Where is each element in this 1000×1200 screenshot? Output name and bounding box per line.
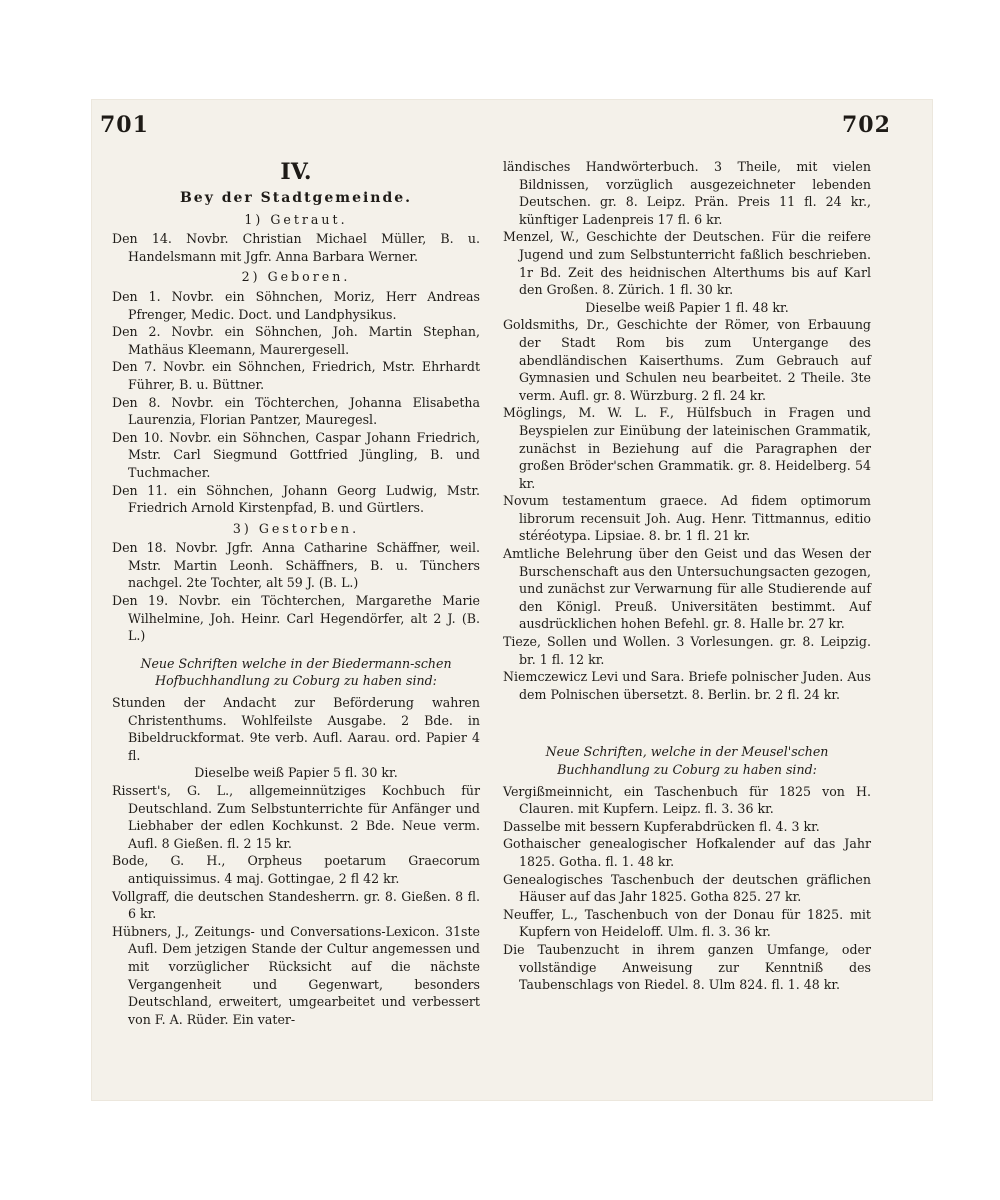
book-entry: Dasselbe mit bessern Kupferabdrücken fl. 4. 3 kr. [503, 818, 820, 834]
book-entry: Stunden der Andacht zur Beförderung wahren Christenthums. Wohlfeilste Ausgabe. 2 Bde. in Bibeldruckformat. 9te verb. Aufl. Aarau. ord. Papier 4 fl. [112, 695, 480, 763]
page-number-left: 701 [100, 112, 149, 138]
register-entry: Den 19. Novbr. ein Töchterchen, Margarethe Marie Wilhelmine, Joh. Heinr. Carl Hegendörfer, alt 2 J. (B. L.) [112, 593, 480, 644]
section-heading: IV. [280, 159, 312, 185]
register-entry: Den 14. Novbr. Christian Michael Müller, B. u. Handelsmann mit Jgfr. Anna Barbara Werner. [112, 231, 480, 264]
book-entry: Genealogisches Taschenbuch der deutschen gräflichen Häuser auf das Jahr 1825. Gotha 825. 27 kr. [503, 871, 871, 905]
book-entry: Möglings, M. W. L. F., Hülfsbuch in Fragen und Beyspielen zur Einübung der lateinischen Grammatik, zunächst in Beziehung auf die Paragraphen der großen Bröder'schen Grammatik. gr. 8. Heidelberg. 54 kr. [503, 405, 871, 491]
register-entry: Den 18. Novbr. Jgfr. Anna Catharine Schäffner, weil. Mstr. Martin Leonh. Schäffners, B. u. Tünchers nachgel. 2te Tochter, alt 59 J. (B. L.) [112, 540, 480, 591]
register-entry: Den 7. Novbr. ein Söhnchen, Friedrich, Mstr. Ehrhardt Führer, B. u. Büttner. [112, 359, 480, 392]
right-column [503, 158, 871, 994]
book-entry: Bode, G. H., Orpheus poetarum Graecorum antiquissimus. 4 maj. Gottingae, 2 fl 42 kr. [112, 853, 480, 886]
book-entry: Goldsmiths, Dr., Geschichte der Römer, von Erbauung der Stadt Rom bis zum Untergange des abendländischen Kaiserthums. Zum Gebrauch auf Gymnasien und Schulen neu bearbeitet. 2 Theile. 3te verm. Aufl. gr. 8. Würzburg. 2 fl. 24 kr. [503, 317, 871, 403]
book-entry: Gothaischer genealogischer Hofkalender auf das Jahr 1825. Gotha. fl. 1. 48 kr. [503, 836, 871, 869]
book-entry: Dieselbe weiß Papier 5 fl. 30 kr. [194, 765, 398, 781]
book-entry: Niemczewicz Levi und Sara. Briefe polnischer Juden. Aus dem Polnischen übersetzt. 8. Berlin. br. 2 fl. 24 kr. [503, 669, 871, 702]
book-entry: Hübners, J., Zeitungs- und Conversations-Lexicon. 31ste Aufl. Dem jetzigen Stande der Cultur angemessen und mit vorzüglicher Rücksicht auf die nächste Vergangenheit und Gegenwart, besonders Deutschland, erweitert, umgearbeitet und verbessert von F. A. Rüder. Ein vater- [112, 923, 480, 1027]
section-title-died: 3) Gestorben. [232, 520, 360, 536]
book-entry: Novum testamentum graece. Ad fidem optimorum librorum recensuit Joh. Aug. Henr. Tittmannus, editio stéréotypa. Lipsiae. 8. br. 1 fl. 21 kr. [503, 493, 871, 544]
register-entry: Den 11. ein Söhnchen, Johann Georg Ludwig, Mstr. Friedrich Arnold Kirstenpfad, B. und Gürtlers. [112, 482, 480, 516]
book-entry: Dieselbe weiß Papier 1 fl. 48 kr. [585, 299, 789, 315]
page-number-right: 702 [842, 112, 891, 138]
gap [503, 703, 871, 733]
book-entry: Vollgraff, die deutschen Standesherrn. gr. 8. Gießen. 8 fl. 6 kr. [112, 888, 480, 922]
book-entry: ländisches Handwörterbuch. 3 Theile, mit vielen Bildnissen, vorzüglich ausgezeichneter lebenden Deutschen. gr. 8. Leipz. Prän. Preis 11 fl. 24 kr., künftiger Ladenpreis 17 fl. 6 kr. [503, 159, 871, 227]
book-entry: Vergißmeinnicht, ein Taschenbuch für 1825 von H. Clauren. mit Kupfern. Leipz. fl. 3. 36 kr. [503, 783, 871, 817]
register-entry: Den 8. Novbr. ein Töchterchen, Johanna Elisabetha Laurenzia, Florian Pantzer, Mauregesl. [112, 394, 480, 428]
register-entry: Den 2. Novbr. ein Söhnchen, Joh. Martin Stephan, Mathäus Kleemann, Maurergesell. [112, 324, 480, 357]
section-subheading: Bey der Stadtgemeinde. [179, 190, 413, 206]
left-column [112, 158, 480, 1028]
book-entry: Tieze, Sollen und Wollen. 3 Vorlesungen. gr. 8. Leipzig. br. 1 fl. 12 kr. [503, 634, 871, 667]
book-list-title-meusel: Neue Schriften, welche in der Meusel'schen Buchhandlung zu Coburg zu haben sind: [545, 744, 829, 777]
book-list-title-biedermann: Neue Schriften welche in der Biedermann-schen Hofbuchhandlung zu Coburg zu haben sind: [140, 655, 452, 689]
book-entry: Neuffer, L., Taschenbuch von der Donau für 1825. mit Kupfern von Heideloff. Ulm. fl. 3. 36 kr. [503, 906, 871, 940]
register-entry: Den 10. Novbr. ein Söhnchen, Caspar Johann Friedrich, Mstr. Carl Siegmund Gottfried Jüngling, B. und Tuchmacher. [112, 429, 480, 480]
book-entry: Menzel, W., Geschichte der Deutschen. Für die reifere Jugend und zum Selbstunterricht faßlich beschrieben. 1r Bd. Zeit des heidnischen Alterthums bis auf Karl den Großen. 8. Zürich. 1 fl. 30 kr. [503, 229, 871, 298]
section-title-born: 2) Geboren. [241, 269, 351, 285]
book-entry: Rissert's, G. L., allgemeinnütziges Kochbuch für Deutschland. Zum Selbstunterrichte für Anfänger und Liebhaber der edlen Kochkunst. 2 Bde. Neue verm. Aufl. 8 Gießen. fl. 2 15 kr. [112, 783, 480, 851]
register-entry: Den 1. Novbr. ein Söhnchen, Moriz, Herr Andreas Pfrenger, Medic. Doct. und Landphysikus. [112, 288, 480, 322]
section-title-married: 1) Getraut. [244, 211, 348, 227]
book-entry: Die Taubenzucht in ihrem ganzen Umfange, oder vollständige Anweisung zur Kenntniß des Taubenschlags von Riedel. 8. Ulm 824. fl. 1. 48 kr. [503, 941, 871, 993]
book-entry: Amtliche Belehrung über den Geist und das Wesen der Burschenschaft aus den Untersuchungsacten gezogen, und zunächst zur Verwarnung für alle Studierende auf den Königl. Preuß. Universitäten bestimmt. Auf ausdrücklichen hohen Befehl. gr. 8. Halle br. 27 kr. [503, 546, 871, 632]
